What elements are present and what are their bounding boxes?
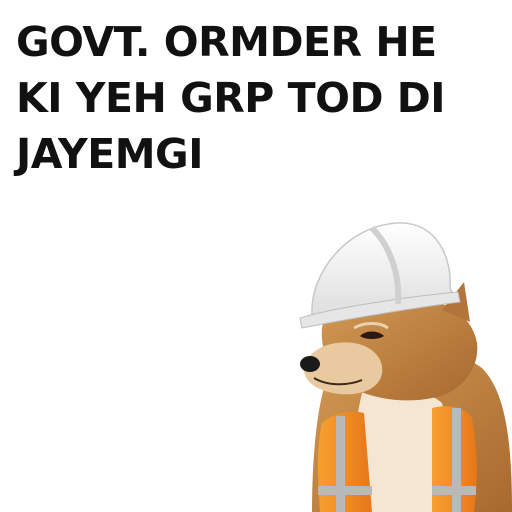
caption-line-2: KI YEH GRP TOD DI <box>16 74 446 122</box>
caption-line-1: GOVT. ORMDER HE <box>16 18 437 66</box>
doge-construction-worker-image <box>292 218 512 512</box>
reflective-stripe-right-vertical <box>452 408 461 512</box>
reflective-stripe-left-horizontal <box>318 486 372 495</box>
meme-caption <box>16 14 496 182</box>
reflective-stripe-left-vertical <box>336 416 345 512</box>
reflective-stripe-right-horizontal <box>432 486 476 495</box>
doge-nose <box>300 356 320 372</box>
caption-line-3: JAYEMGI <box>16 130 203 178</box>
